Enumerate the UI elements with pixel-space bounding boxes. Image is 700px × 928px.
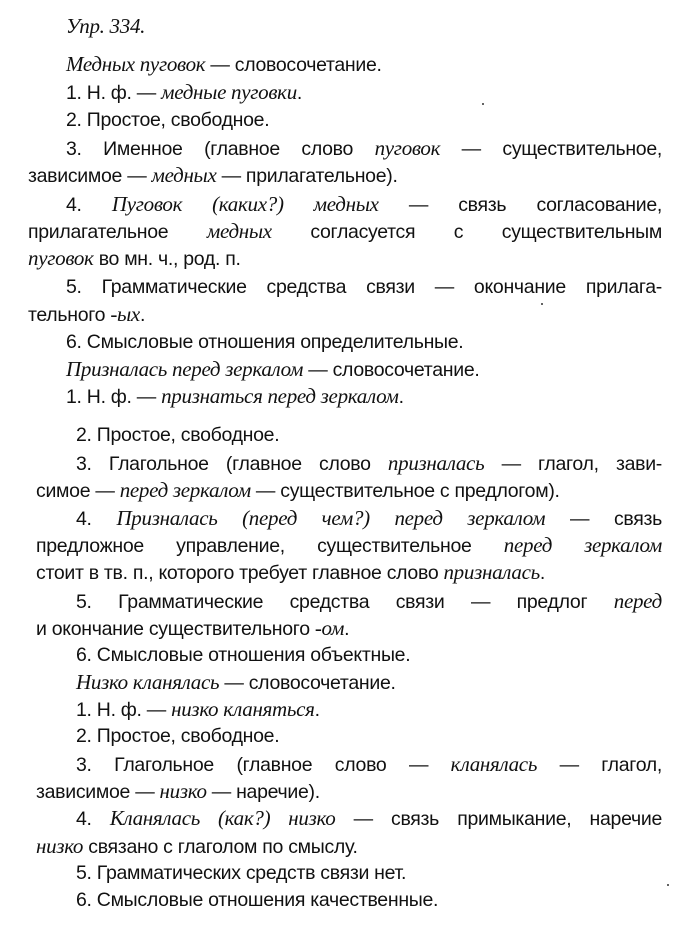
text-run: — наречие).: [206, 781, 320, 803]
text-run: 1. Н. ф. —: [66, 386, 162, 408]
text-run: — словосочетание.: [219, 672, 396, 694]
italic-term: Призналась (перед чем?) перед зеркалом: [116, 506, 546, 530]
text-run: стоит в тв. п., которого требует главное слово: [36, 562, 444, 584]
text-run: — связь примыкание, наречие: [335, 808, 662, 830]
section-2-item-2: 2. Простое, свободное.: [76, 424, 280, 446]
text-run: — связь согласование,: [378, 194, 663, 216]
section-1-item-2: 2. Простое, свободное.: [66, 109, 270, 131]
text-run: 1. Н. ф. —: [66, 82, 162, 104]
section-2-phrase: [66, 357, 479, 382]
text-run: — связь: [545, 508, 662, 530]
italic-term: низко: [159, 779, 207, 803]
italic-term: пуговок: [374, 136, 441, 160]
text-run: .: [539, 562, 546, 584]
text-run: согласуется с существительным: [271, 221, 662, 243]
section-3-item-5: 5. Грамматических средств связи нет.: [76, 862, 407, 884]
italic-term: -ом: [314, 616, 345, 640]
italic-term: кланялась: [450, 752, 538, 776]
text-run: — существительное с предлогом).: [250, 480, 560, 502]
section-2-item-6: 6. Смысловые отношения объектные.: [76, 644, 411, 666]
scan-speck: [667, 884, 669, 886]
text-run: 4.: [66, 194, 112, 216]
section-3-item-4: [76, 806, 662, 831]
italic-term: Низко кланялась: [76, 670, 220, 694]
italic-term: признаться перед зеркалом: [161, 384, 399, 408]
section-1-item-1: [66, 80, 302, 105]
text-run: .: [398, 386, 404, 408]
text-run: во мн. ч., род. п.: [93, 248, 241, 270]
text-run: 3. Именное (главное слово: [66, 138, 375, 160]
text-run: 3. Глагольное (главное слово: [76, 453, 388, 475]
exercise-title: Упр. 334.: [66, 14, 146, 38]
italic-term: призналась: [387, 451, 485, 475]
italic-term: медные пуговки: [161, 80, 297, 104]
text-run: 4.: [76, 508, 117, 530]
section-1-phrase: [66, 52, 382, 77]
section-3-item-4-cont: [36, 834, 358, 859]
text-run: предложное управление, существительное: [36, 535, 504, 557]
section-1-item-4: [66, 192, 662, 217]
section-2-item-5-cont: [36, 616, 349, 641]
scan-speck: [482, 103, 484, 105]
italic-term: -ых: [110, 302, 140, 326]
text-run: — прилагательное).: [216, 165, 398, 187]
section-2-item-4-cont: [36, 533, 662, 558]
section-2-item-4-cont2: [36, 560, 545, 585]
text-run: 3. Глагольное (главное слово —: [76, 754, 451, 776]
section-2-item-1: [66, 384, 404, 409]
text-run: 5. Грамматические средства связи — предлог: [76, 591, 614, 613]
italic-term: перед: [613, 589, 662, 613]
text-run: зависимое —: [36, 781, 160, 803]
section-3-item-6: 6. Смысловые отношения качественные.: [76, 889, 439, 911]
section-1-item-6: 6. Смысловые отношения определительные.: [66, 331, 464, 353]
text-run: .: [296, 82, 303, 104]
italic-term: перед зеркалом: [119, 478, 251, 502]
italic-term: медных: [206, 219, 272, 243]
italic-term: призналась: [443, 560, 540, 584]
section-3-item-1: [76, 697, 320, 722]
section-2-item-3: [76, 451, 662, 476]
italic-term: перед зеркалом: [503, 533, 662, 557]
italic-term: Призналась перед зеркалом: [66, 357, 304, 381]
section-2-item-4: [76, 506, 662, 531]
italic-term: Пуговок (каких?) медных: [111, 192, 379, 216]
text-run: и окончание существительного: [36, 618, 315, 640]
text-run: .: [344, 618, 350, 640]
section-1-item-5: 5. Грамматические средства связи — окончание прилага-: [66, 276, 662, 298]
text-run: 1. Н. ф. —: [76, 699, 172, 721]
text-run: — существительное,: [440, 138, 662, 160]
section-1-item-3: [66, 136, 662, 161]
section-2-item-5: [76, 589, 662, 614]
section-3-item-3: [76, 752, 662, 777]
section-1-item-5-cont: [28, 302, 145, 327]
section-1-item-4-cont: [28, 219, 662, 244]
text-run: — словосочетание.: [205, 54, 382, 76]
section-1-item-3-cont: [28, 163, 398, 188]
italic-term: низко: [36, 834, 84, 858]
italic-term: Кланялась (как?) низко: [109, 806, 336, 830]
text-run: симое —: [36, 480, 120, 502]
section-1-item-4-cont2: [28, 246, 241, 271]
text-run: .: [139, 304, 146, 326]
italic-term: пуговок: [28, 246, 94, 270]
text-run: тельного: [28, 304, 111, 326]
section-2-item-3-cont: [36, 478, 560, 503]
text-run: зависимое —: [28, 165, 152, 187]
text-run: .: [314, 699, 320, 721]
text-run: — глагол,: [537, 754, 663, 776]
section-3-item-2: 2. Простое, свободное.: [76, 725, 280, 747]
scan-speck: [541, 303, 543, 305]
italic-term: низко кланяться: [171, 697, 315, 721]
text-run: 4.: [76, 808, 110, 830]
text-run: — словосочетание.: [303, 359, 480, 381]
text-run: связано с глаголом по смыслу.: [83, 836, 358, 858]
section-3-item-3-cont: [36, 779, 320, 804]
italic-term: Медных пуговок: [66, 52, 206, 76]
italic-term: медных: [151, 163, 217, 187]
text-run: прилагательное: [28, 221, 207, 243]
text-run: — глагол, зави-: [484, 453, 662, 475]
section-3-phrase: [76, 670, 396, 695]
